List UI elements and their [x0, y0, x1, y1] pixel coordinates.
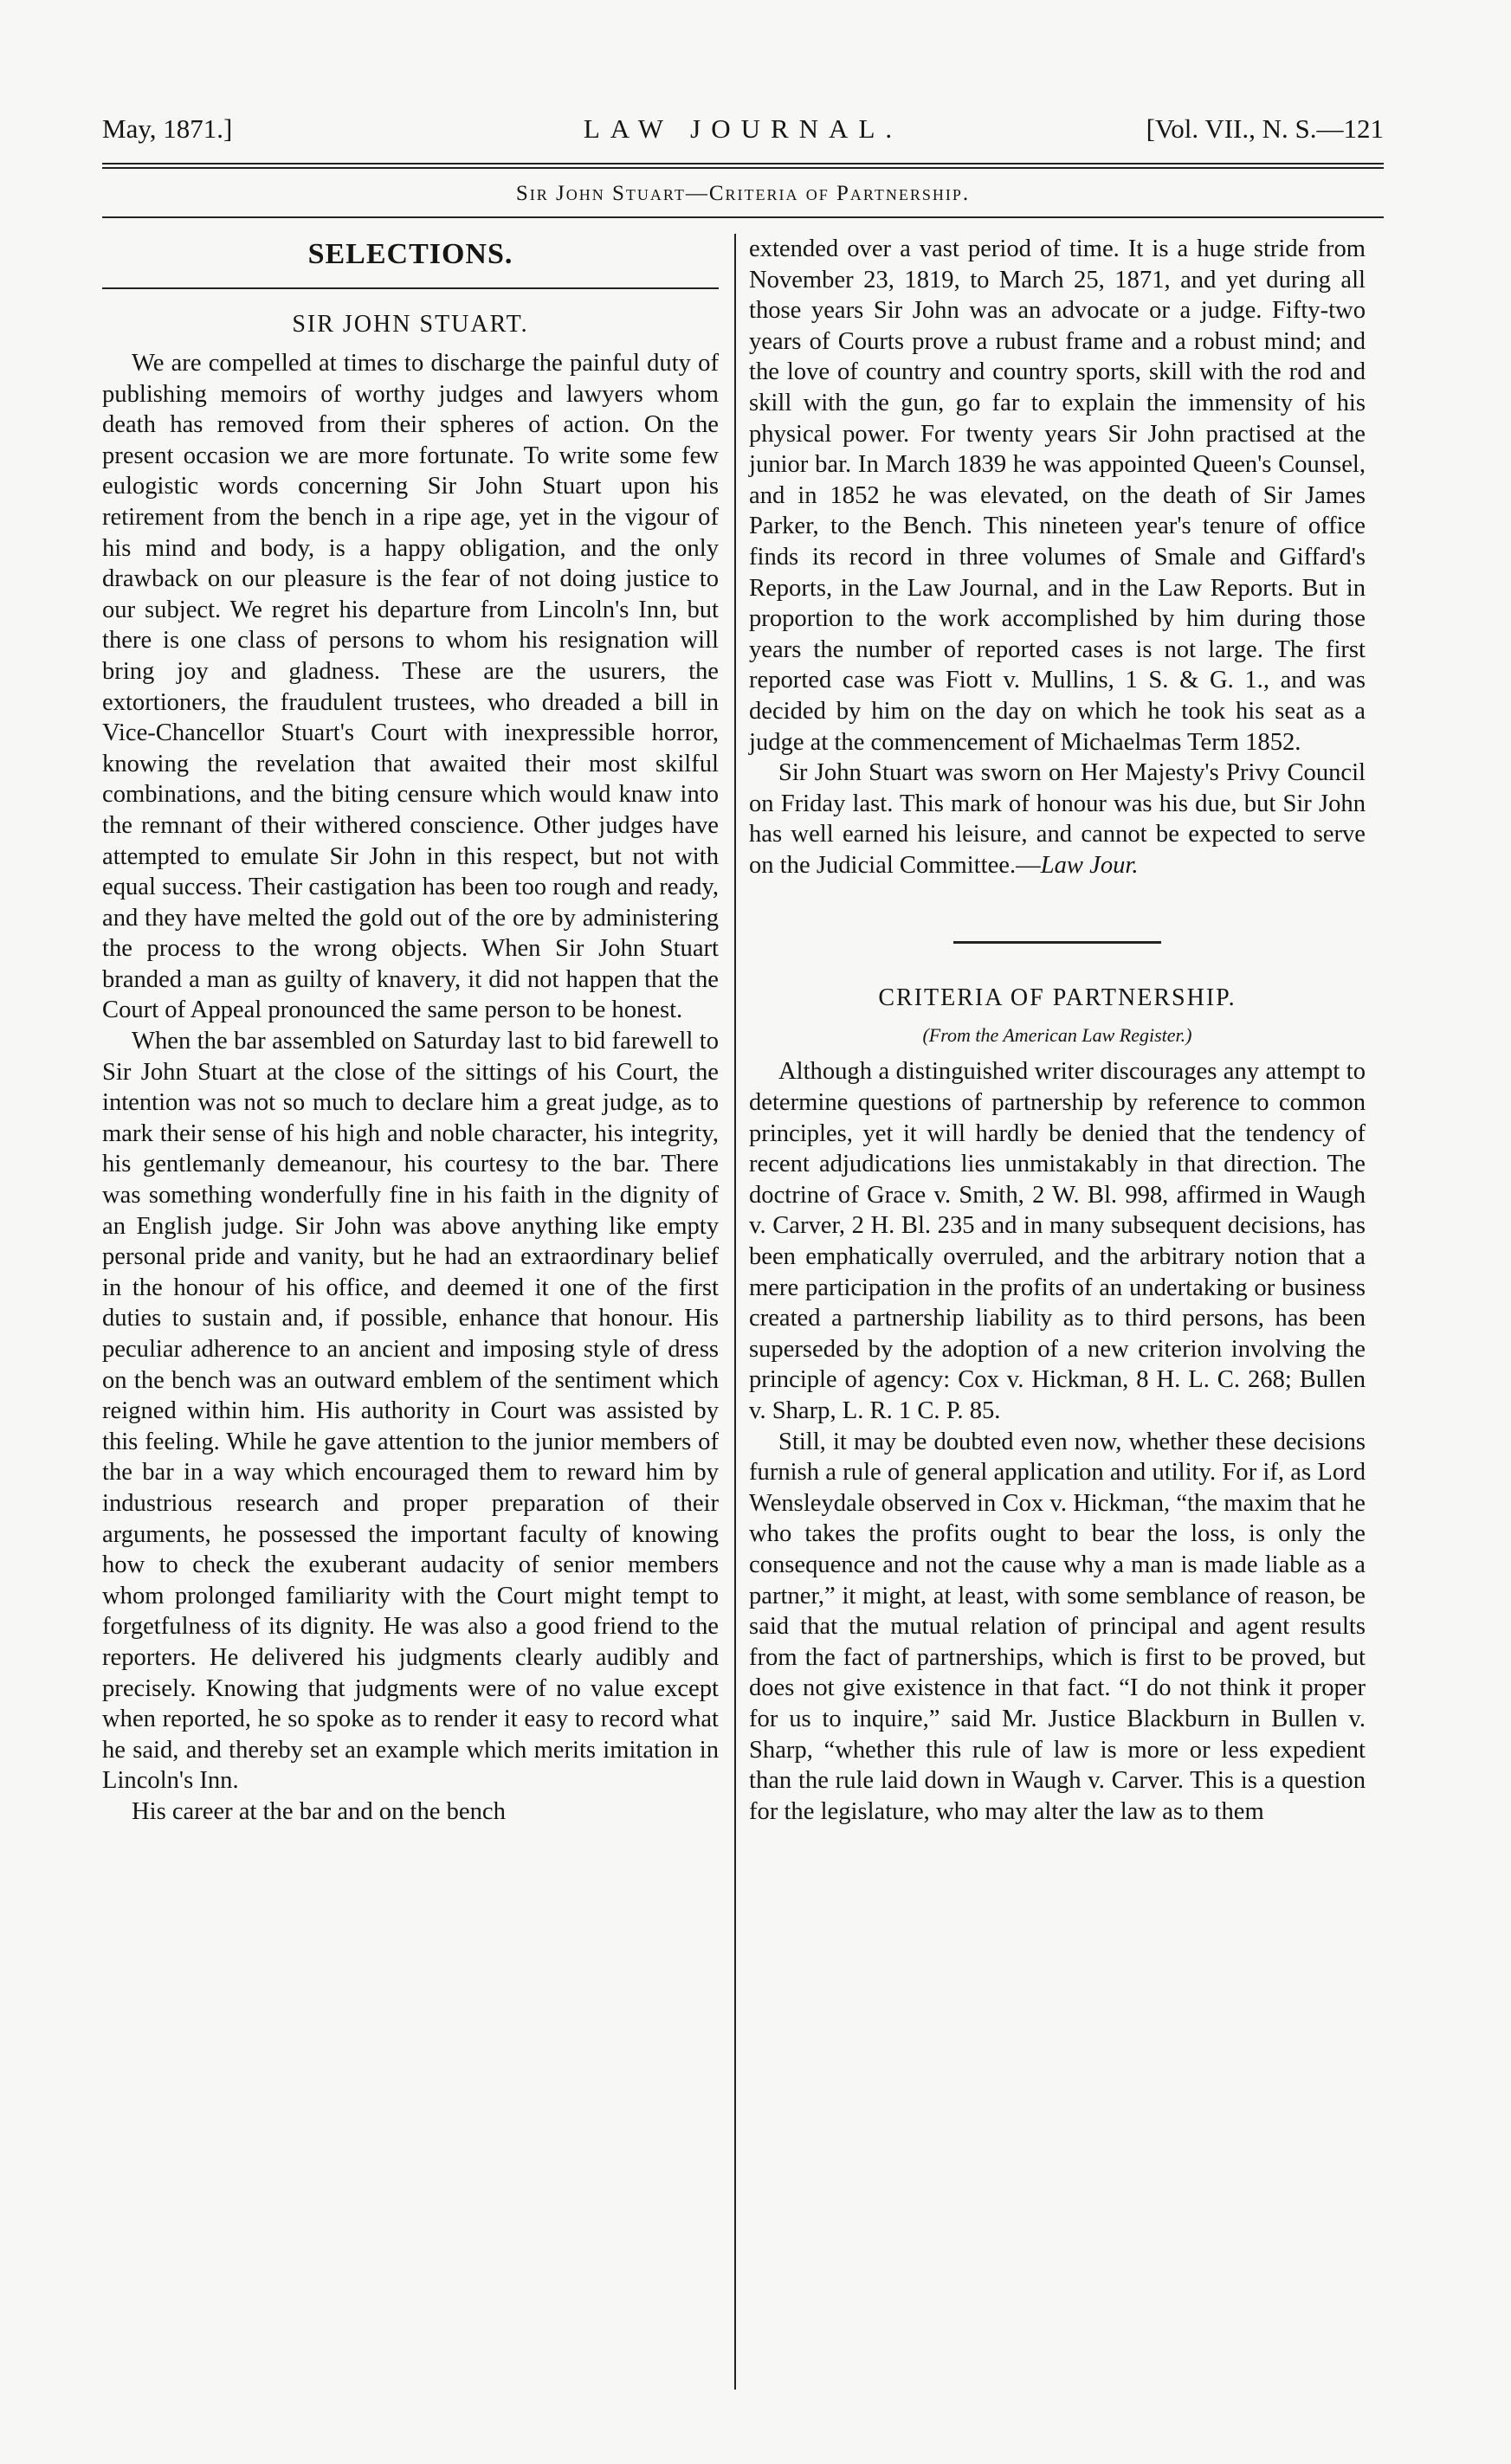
article-title-sir-john-stuart: SIR JOHN STUART.	[292, 311, 529, 338]
source-line: (From the American Law Register.)	[922, 1024, 1192, 1047]
running-head	[102, 107, 1384, 151]
paragraph: We are compelled at times to discharge the painful duty of publishing memoirs of worthy judges and lawyers whom death has removed from their spheres of action. On the present occasion we are more fortunate. To write some few eulogistic words concerning Sir John Stuart upon his retirement from the bench in a ripe age, yet in the vigour of his mind and body, is a happy obligation, and the only drawback on our pleasure is the fear of not doing justice to our subject. We regret his departure from Lincoln's Inn, but there is one class of persons to whom his resignation will bring joy and gladness. These are the usurers, the extortioners, the fraudulent trustees, who dreaded a bill in Vice-Chancellor Stuart's Court with inexpressible horror, knowing the revelation that awaited their most skilful combinations, and the biting censure which would knaw into the remnant of their withered conscience. Other judges have attempted to emulate Sir John in this respect, but not with equal success. Their castigation has been too rough and ready, and they have melted the gold out of the ore by administering the process to the wrong objects. When Sir John Stuart branded a man as guilty of knavery, it did not happen that the Court of Appeal pronounced the same person to be honest.	[102, 350, 719, 1024]
section-heads: Sir John Stuart—Criteria of Partnership.	[515, 182, 971, 205]
article-title-criteria-of-partnership: CRITERIA OF PARTNERSHIP.	[878, 984, 1237, 1012]
paragraph: extended over a vast period of time. It is a huge stride from November 23, 1819, to March 25, 1871, and yet during all those years Sir John was an advocate or a judge. Fifty-two years of Courts prove a rubust frame and a robust mind; and the love of country and country sports, skill with the rod and skill with the gun, go far to explain the immensity of his physical power. For twenty years Sir John practised at the junior bar. In March 1839 he was appointed Queen's Counsel, and in 1852 he was elevated, on the death of Sir James Parker, to the Bench. This nineteen year's tenure of office finds its record in three volumes of Smale and Giffard's Reports, in the Law Journal, and in the Law Reports. But in proportion to the work accomplished by him during those years the number of reported cases is not large. The first reported case was Fiott v. Mullins, 1 S. & G. 1., and was decided by him on the day on which he took his seat as a judge at the commencement of Michaelmas Term 1852.	[749, 235, 1366, 756]
left-column	[102, 234, 719, 1828]
paragraph: Still, it may be doubted even now, whether these decisions furnish a rule of general application and utility. For if, as Lord Wensleydale observed in Cox v. Hickman, “the maxim that he who takes the profits ought to bear the loss, is only the consequence and not the cause why a man is made liable as a partner,” it might, at least, with some semblance of reason, be said that the mutual relation of principal and agent results from the fact of partnerships, which is first to be proved, but does not give existence in that fact. “I do not think it proper for us to inquire,” said Mr. Justice Blackburn in Bullen v. Sharp, “whether this rule of law is more or less expedient than the rule laid down in Waugh v. Carver. This is a question for the legislature, who may alter the law as to them	[749, 1428, 1366, 1825]
source-credit: Law Jour.	[1040, 851, 1139, 879]
right-column	[749, 234, 1366, 1827]
header-date: May, 1871.]	[102, 113, 233, 144]
column-divider	[734, 234, 736, 2390]
paragraph: Although a distinguished writer discourages any attempt to determine questions of partnership by reference to common principles, yet it will hardly be denied that the tendency of recent adjudications lies unmistakably in that direction. The doctrine of Grace v. Smith, 2 W. Bl. 998, affirmed in Waugh v. Carver, 2 H. Bl. 235 and in many subsequent decisions, has been emphatically overruled, and the arbitrary notion that a mere participation in the profits of an undertaking or business created a partnership liability as to third persons, has been superseded by the adoption of a new criterion involving the principle of agency: Cox v. Hickman, 8 H. L. C. 268; Bullen v. Sharp, L. R. 1 C. P. 85.	[749, 1058, 1366, 1424]
header-journal-title: LAW JOURNAL.	[583, 113, 903, 144]
section-heads-rule	[102, 216, 1384, 218]
paragraph: His career at the bar and on the bench	[132, 1797, 506, 1825]
selections-rule	[102, 287, 719, 289]
article-separator	[953, 941, 1161, 944]
header-volume-page: [Vol. VII., N. S.—121	[1146, 113, 1384, 144]
paragraph: When the bar assembled on Saturday last to bid farewell to Sir John Stuart at the close of the sittings of his Court, the intention was not so much to declare him a great judge, as to mark their sense of his high and noble character, his integrity, his gentlemanly demeanour, his courtesy to the bar. There was something wonderfully fine in his faith in the dignity of an English judge. Sir John was above anything like empty personal pride and vanity, but he had an extraordinary belief in the honour of his office, and deemed it one of the first duties to sustain and, if possible, enhance that honour. His peculiar adherence to an ancient and imposing style of dress on the bench was an outward emblem of the sentiment which reigned within him. His authority in Court was assisted by this feeling. While he gave attention to the junior members of the bar in a way which encouraged them to reward him by industrious research and proper preparation of their arguments, he possessed the important faculty of knowing how to check the exuberant audacity of senior members whom prolonged familiarity with the Court might tempt to forgetfulness of its dignity. He was also a good friend to the reporters. He delivered his judgments clearly audibly and precisely. Knowing that judgments were of no value except when reported, he so spoke as to render it easy to record what he said, and thereby set an example which merits imitation in Lincoln's Inn.	[102, 1028, 719, 1795]
paragraph-text: Sir John Stuart was sworn on Her Majesty's Privy Council on Friday last. This mark of honour was his due, but Sir John has well earned his leisure, and cannot be expected to serve on the Judicial Committee.—	[749, 759, 1366, 879]
paragraph-with-credit	[749, 758, 1366, 880]
header-rule-bottom	[102, 167, 1384, 169]
header-rule-top	[102, 163, 1384, 164]
selections-title: SELECTIONS.	[307, 238, 513, 270]
